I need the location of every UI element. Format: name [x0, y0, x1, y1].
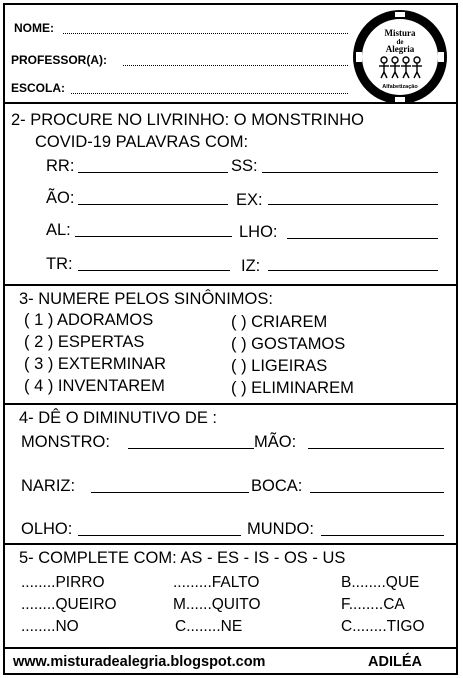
footer-author: ADILÉA	[368, 654, 422, 670]
answer-line-ss[interactable]	[262, 172, 438, 173]
answer-line-olho[interactable]	[78, 535, 241, 536]
synonym-right-4[interactable]: ( ) ELIMINAREM	[231, 379, 354, 397]
section2-title-line2: COVID-19 PALAVRAS COM:	[35, 133, 249, 151]
complete-c1-r2[interactable]: ........QUEIRO	[21, 596, 117, 613]
answer-line-ex[interactable]	[268, 204, 438, 205]
complete-c2-r2[interactable]: M......QUITO	[173, 596, 261, 613]
answer-line-boca[interactable]	[310, 492, 444, 493]
prefix-ao: ÃO:	[46, 189, 75, 207]
word-nariz: NARIZ:	[21, 477, 76, 495]
divider-3	[5, 403, 456, 405]
synonym-right-2[interactable]: ( ) GOSTAMOS	[231, 335, 346, 353]
divider-1	[5, 102, 456, 104]
answer-line-mao[interactable]	[308, 448, 444, 449]
prefix-tr: TR:	[46, 255, 73, 273]
answer-line-nariz[interactable]	[91, 492, 249, 493]
prefix-al: AL:	[46, 221, 71, 239]
answer-line-al[interactable]	[75, 236, 232, 237]
answer-line-tr[interactable]	[78, 270, 230, 271]
divider-5	[5, 647, 456, 649]
word-monstro: MONSTRO:	[21, 433, 110, 451]
synonym-right-1[interactable]: ( ) CRIAREM	[231, 313, 328, 331]
word-mundo: MUNDO:	[247, 520, 314, 538]
logo-text-1: Mistura	[384, 28, 416, 38]
answer-line-monstro[interactable]	[128, 448, 254, 449]
section2-title-line1: 2- PROCURE NO LIVRINHO: O MONSTRINHO	[11, 111, 364, 129]
word-boca: BOCA:	[251, 477, 303, 495]
prefix-ss: SS:	[231, 157, 258, 175]
worksheet-page	[3, 3, 458, 675]
logo-text-2: de	[396, 38, 404, 46]
footer-url: www.misturadealegria.blogspot.com	[13, 654, 266, 670]
complete-c2-r3[interactable]: C........NE	[175, 618, 243, 635]
logo-text-3: Alegria	[385, 44, 415, 54]
complete-c3-r1[interactable]: B........QUE	[341, 574, 420, 591]
complete-c3-r2[interactable]: F........CA	[341, 596, 405, 613]
prefix-ex: EX:	[236, 191, 263, 209]
answer-line-rr[interactable]	[78, 172, 228, 173]
school-field[interactable]	[71, 93, 348, 94]
complete-c1-r3[interactable]: ........NO	[21, 618, 79, 635]
prefix-lho: LHO:	[239, 223, 278, 241]
teacher-label: PROFESSOR(A):	[11, 53, 107, 67]
mistura-de-alegria-logo	[351, 8, 449, 106]
answer-line-iz[interactable]	[268, 270, 438, 271]
logo-text-4: Alfabetização	[382, 84, 418, 90]
prefix-rr: RR:	[46, 157, 75, 175]
synonym-left-4: ( 4 ) INVENTAREM	[24, 377, 165, 395]
answer-line-lho[interactable]	[287, 238, 438, 239]
complete-c1-r1[interactable]: ........PIRRO	[21, 574, 105, 591]
school-label: ESCOLA:	[11, 81, 65, 95]
section4-title: 4- DÊ O DIMINUTIVO DE :	[19, 409, 218, 427]
answer-line-mundo[interactable]	[321, 535, 444, 536]
synonym-right-3[interactable]: ( ) LIGEIRAS	[231, 357, 328, 375]
complete-c3-r3[interactable]: C........TIGO	[341, 618, 425, 635]
section5-title: 5- COMPLETE COM: AS - ES - IS - OS - US	[19, 549, 346, 567]
complete-c2-r1[interactable]: .........FALTO	[173, 574, 260, 591]
word-mao: MÃO:	[254, 433, 297, 451]
synonym-left-1: ( 1 ) ADORAMOS	[24, 311, 154, 329]
synonym-left-3: ( 3 ) EXTERMINAR	[24, 355, 167, 373]
teacher-field[interactable]	[123, 65, 348, 66]
divider-4	[5, 543, 456, 545]
section3-title: 3- NUMERE PELOS SINÔNIMOS:	[19, 290, 273, 308]
answer-line-ao[interactable]	[78, 204, 228, 205]
divider-2	[5, 284, 456, 286]
word-olho: OLHO:	[21, 520, 73, 538]
synonym-left-2: ( 2 ) ESPERTAS	[24, 333, 145, 351]
prefix-iz: IZ:	[241, 257, 261, 275]
name-field[interactable]	[63, 33, 348, 34]
name-label: NOME:	[14, 21, 54, 35]
